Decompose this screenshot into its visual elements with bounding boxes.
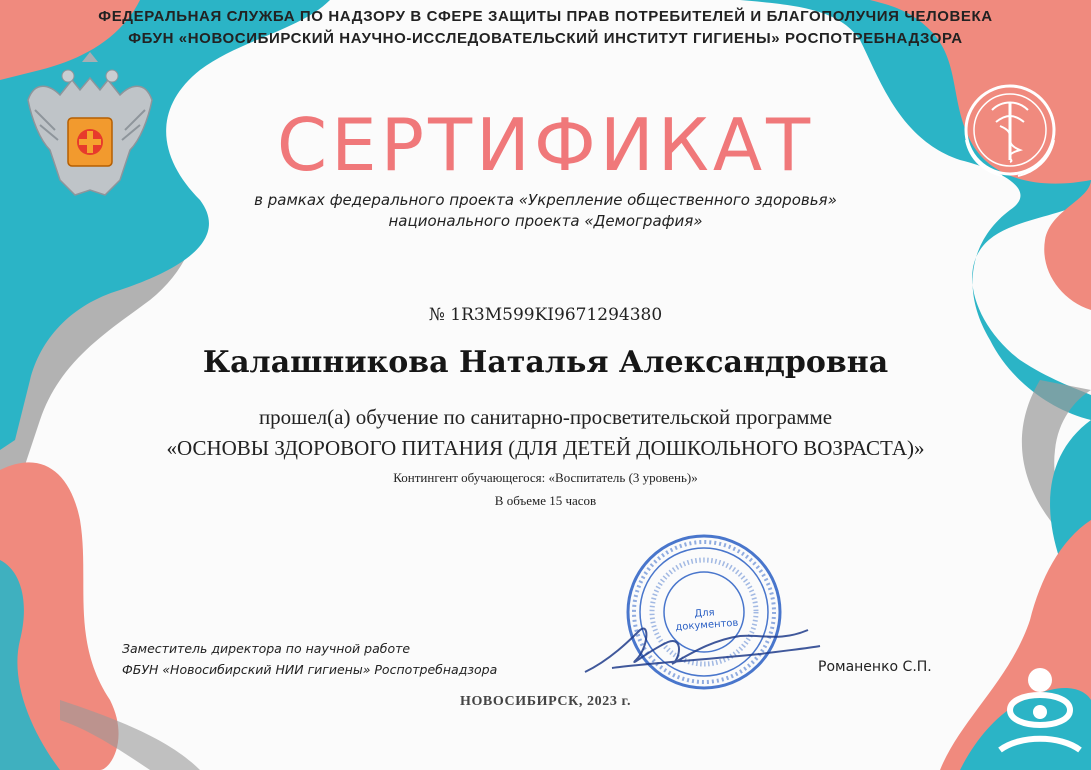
certificate-title: СЕРТИФИКАТ <box>276 103 815 187</box>
certificate-number: № 1R3M599KI9671294380 <box>428 305 663 325</box>
course-volume: В объеме 15 часов <box>494 493 597 508</box>
header-line-2: ФБУН «НОВОСИБИРСКИЙ НАУЧНО-ИССЛЕДОВАТЕЛЬСКИЙ ИНСТИТУТ ГИГИЕНЫ» РОСПОТРЕБНАДЗОРА <box>128 30 963 47</box>
contingent: Контингент обучающегося: «Воспитатель (3 уровень)» <box>393 470 698 485</box>
city-year: НОВОСИБИРСК, 2023 г. <box>459 694 632 709</box>
program-line-1: прошел(а) обучение по санитарно-просветительской программе <box>258 405 833 429</box>
signer-position-line-1: Заместитель директора по научной работе <box>122 641 411 656</box>
program-title: «ОСНОВЫ ЗДОРОВОГО ПИТАНИЯ (ДЛЯ ДЕТЕЙ ДОШКОЛЬНОГО ВОЗРАСТА)» <box>166 436 925 460</box>
subtitle-line-2: национального проекта «Демография» <box>388 212 703 230</box>
signature <box>585 628 820 672</box>
stamp-line-2: документов <box>675 617 739 634</box>
recipient-name: Калашникова Наталья Александровна <box>202 345 889 380</box>
signer-position-line-2: ФБУН «Новосибирский НИИ гигиены» Роспотребнадзора <box>122 662 498 677</box>
subtitle <box>0 190 1091 232</box>
header <box>0 6 1091 50</box>
stamp-line-1: Для <box>694 607 716 620</box>
subtitle-line-1: в рамках федерального проекта «Укрепление общественного здоровья» <box>254 191 837 209</box>
signer-name: Романенко С.П. <box>818 659 932 675</box>
stamp-text <box>674 606 739 634</box>
program-description <box>0 402 1091 464</box>
header-line-1: ФЕДЕРАЛЬНАЯ СЛУЖБА ПО НАДЗОРУ В СФЕРЕ ЗАЩИТЫ ПРАВ ПОТРЕБИТЕЛЕЙ И БЛАГОПОЛУЧИЯ ЧЕЛОВЕКА <box>98 8 993 25</box>
signer-position <box>122 638 497 680</box>
